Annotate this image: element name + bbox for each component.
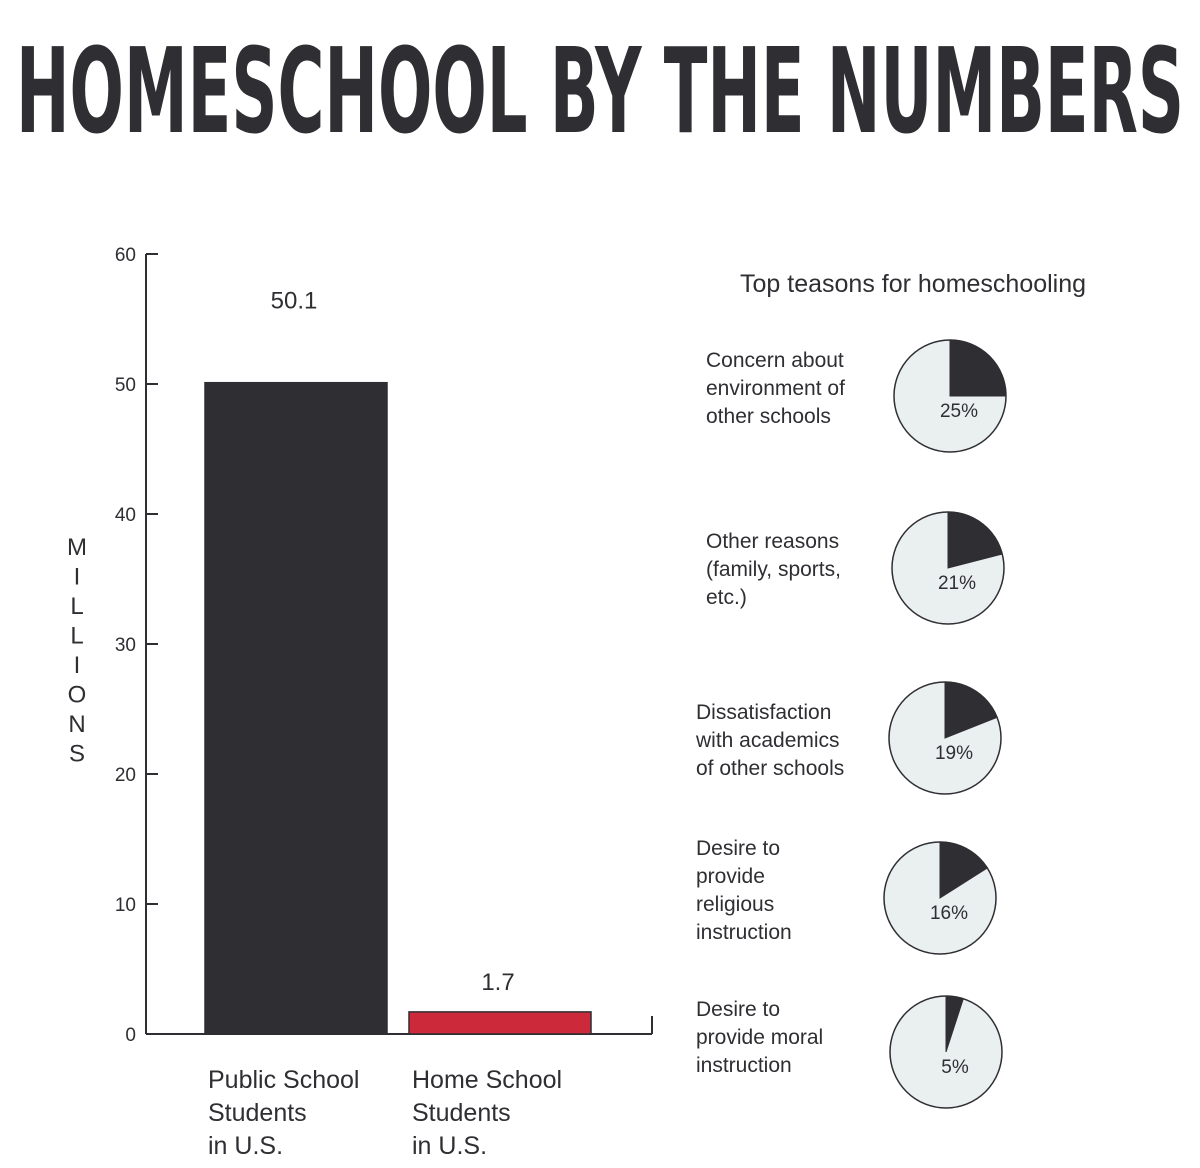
pies-title: Top teasons for homeschooling bbox=[740, 270, 1087, 298]
bar-value-label: 50.1 bbox=[270, 287, 318, 315]
y-tick-label: 0 bbox=[125, 1025, 136, 1046]
bar-2 bbox=[409, 1012, 591, 1034]
category-label: Students bbox=[208, 1099, 307, 1127]
y-axis-label-letter: I bbox=[73, 652, 81, 679]
pie-value-label: 16% bbox=[929, 903, 969, 924]
y-axis-label-letter: S bbox=[68, 740, 86, 768]
category-label: in U.S. bbox=[208, 1132, 284, 1160]
y-tick-label: 60 bbox=[114, 245, 136, 266]
y-axis-label-letter: L bbox=[70, 622, 84, 650]
headline-text: HOMESCHOOL BY THE NUMBERS bbox=[16, 22, 1184, 160]
bar-1 bbox=[205, 383, 387, 1034]
y-tick-label: 10 bbox=[114, 895, 136, 916]
y-axis-label-letter: M bbox=[67, 534, 87, 561]
pie-label: Dissatisfaction with academics of other schools bbox=[696, 701, 845, 780]
y-axis-label-letter: O bbox=[67, 681, 87, 709]
pie-label: Other reasons (family, sports, etc.) bbox=[706, 530, 841, 609]
pie-chart bbox=[887, 680, 1003, 796]
pie-slice bbox=[950, 340, 1006, 396]
y-tick-label: 30 bbox=[114, 635, 136, 656]
bar-value-label: 1.7 bbox=[481, 968, 515, 996]
pie-chart bbox=[882, 840, 998, 956]
pie-chart bbox=[890, 510, 1006, 626]
pie-chart bbox=[888, 994, 1004, 1110]
category-label: Students bbox=[412, 1099, 511, 1127]
y-axis-label-letter: N bbox=[68, 711, 86, 738]
y-axis-label-letter: L bbox=[70, 593, 84, 620]
category-label: Home School bbox=[412, 1066, 563, 1094]
category-label: in U.S. bbox=[412, 1132, 488, 1160]
pie-chart bbox=[892, 338, 1008, 454]
pie-label: Desire to provide moral instruction bbox=[696, 998, 824, 1077]
pie-label: Desire to provide religious instruction bbox=[696, 837, 792, 944]
pie-value-label: 19% bbox=[934, 743, 974, 764]
y-tick-label: 50 bbox=[114, 375, 136, 396]
pie-value-label: 21% bbox=[937, 573, 977, 594]
pie-label: Concern about environment of other schools bbox=[706, 349, 845, 428]
category-label: Public School bbox=[208, 1066, 360, 1094]
y-axis-label-letter: I bbox=[73, 563, 81, 591]
pie-value-label: 25% bbox=[939, 401, 979, 422]
y-tick-label: 20 bbox=[114, 765, 136, 786]
y-tick-label: 40 bbox=[114, 505, 136, 526]
pie-value-label: 5% bbox=[941, 1057, 969, 1078]
